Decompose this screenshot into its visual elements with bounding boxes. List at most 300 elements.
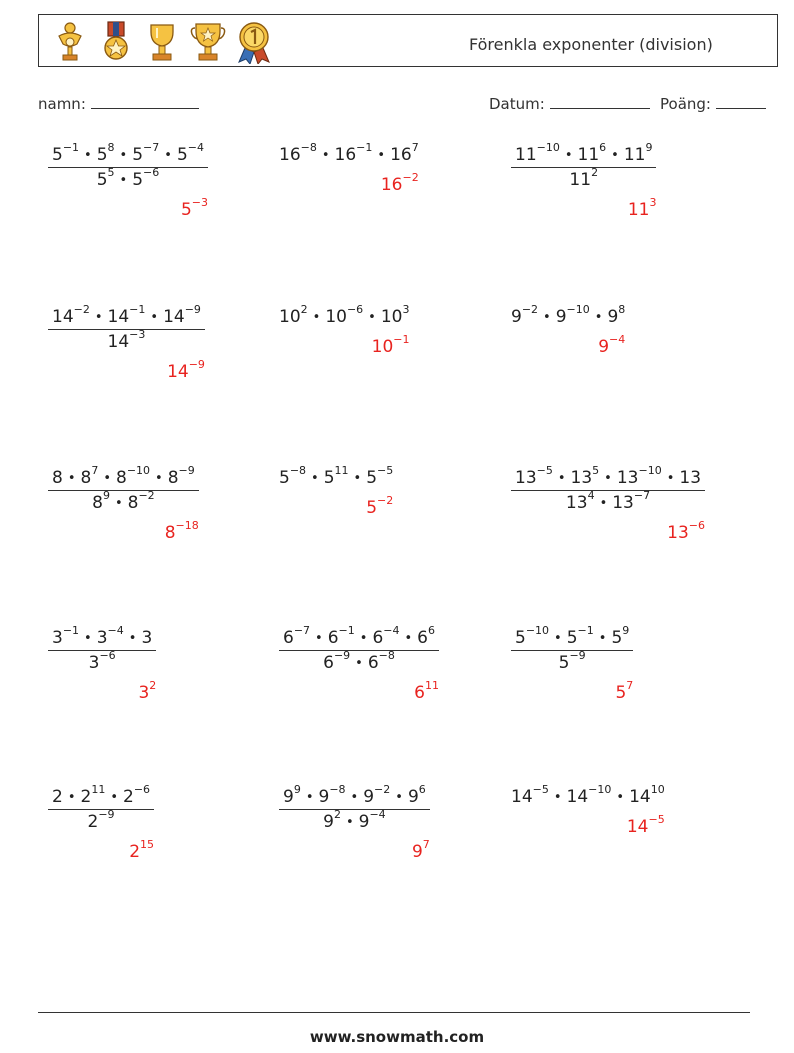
answer <box>411 838 430 862</box>
base: 8 <box>52 468 63 488</box>
answer <box>371 333 410 357</box>
power-term <box>88 649 116 673</box>
problem-item <box>279 141 419 165</box>
power-term <box>279 464 307 488</box>
power-term <box>132 166 160 190</box>
power-term <box>107 303 146 327</box>
answer-base: 16 <box>380 175 403 195</box>
multiply-dot-icon: • <box>666 471 675 486</box>
answer <box>667 519 706 543</box>
power-term <box>87 808 115 832</box>
power-term <box>323 649 351 673</box>
problem-item <box>48 783 154 832</box>
base: 5 <box>566 628 578 648</box>
base: 8 <box>116 468 127 488</box>
trophy-cup-icon <box>143 20 181 64</box>
answer-exponent: 7 <box>422 838 430 852</box>
name-field[interactable] <box>38 95 199 113</box>
base: 13 <box>612 493 634 513</box>
exponent: 4 <box>587 489 595 503</box>
header-box <box>38 14 778 67</box>
multiply-dot-icon: • <box>616 790 625 805</box>
exponent: −10 <box>566 303 590 317</box>
answer-exponent: −2 <box>377 494 394 508</box>
date-blank[interactable] <box>550 95 650 109</box>
denominator <box>279 651 439 673</box>
name-label: namn: <box>38 95 86 113</box>
answer-exponent: −18 <box>175 519 199 533</box>
power-term <box>334 141 373 165</box>
power-term <box>511 783 549 807</box>
answer-base: 14 <box>626 817 649 837</box>
multiply-dot-icon: • <box>321 148 330 163</box>
award-icons <box>51 20 273 64</box>
base: 5 <box>52 145 63 165</box>
multiply-dot-icon: • <box>553 790 562 805</box>
base: 10 <box>380 307 403 327</box>
exponent: 2 <box>333 808 341 822</box>
answer <box>164 519 199 543</box>
date-label: Datum: <box>489 95 545 113</box>
numerator <box>279 624 439 651</box>
power-term <box>558 649 586 673</box>
answer-base: 10 <box>371 337 394 357</box>
footer-rule <box>38 1012 750 1013</box>
multiply-dot-icon: • <box>604 471 612 486</box>
base: 5 <box>558 653 570 673</box>
multiply-dot-icon: • <box>543 310 551 325</box>
base: 3 <box>141 628 153 648</box>
power-term <box>52 624 80 648</box>
denominator <box>511 651 633 673</box>
base: 13 <box>679 468 702 488</box>
power-term <box>390 141 419 165</box>
footer-url[interactable]: www.snowmath.com <box>309 1028 485 1046</box>
answer-exponent: −4 <box>609 333 626 347</box>
exponent: −7 <box>633 489 651 503</box>
fraction <box>48 303 205 352</box>
multiply-dot-icon: • <box>350 790 359 805</box>
power-term <box>52 141 80 165</box>
fraction <box>511 464 705 513</box>
exponent: −7 <box>143 141 160 155</box>
numerator <box>48 783 154 810</box>
multiply-dot-icon: • <box>345 815 354 830</box>
denominator <box>48 168 208 190</box>
numerator <box>511 464 705 491</box>
power-term <box>629 783 665 807</box>
base: 14 <box>107 332 130 352</box>
expression <box>279 464 394 488</box>
power-term <box>96 141 115 165</box>
power-term <box>163 303 201 327</box>
exponent: 11 <box>91 783 106 797</box>
base: 3 <box>96 628 108 648</box>
base: 3 <box>88 653 100 673</box>
answer-exponent: −3 <box>191 196 208 210</box>
multiply-dot-icon: • <box>377 148 386 163</box>
exponent: −1 <box>356 141 373 155</box>
exponent: −9 <box>98 808 115 822</box>
denominator <box>48 651 156 673</box>
fraction <box>48 783 154 832</box>
exponent: −7 <box>293 624 311 638</box>
power-term <box>616 464 662 488</box>
power-term <box>363 783 391 807</box>
numerator <box>279 783 430 810</box>
answer-exponent: 3 <box>649 196 657 210</box>
base: 14 <box>163 307 185 327</box>
power-term <box>679 468 701 488</box>
multiply-dot-icon: • <box>395 790 403 805</box>
base: 11 <box>569 170 592 190</box>
power-term <box>555 303 590 327</box>
exponent: 9 <box>102 489 110 503</box>
base: 16 <box>334 145 357 165</box>
answer <box>627 196 657 220</box>
multiply-dot-icon: • <box>353 471 362 486</box>
exponent: −10 <box>536 141 560 155</box>
problem-item <box>48 141 208 190</box>
exponent: −10 <box>126 464 151 478</box>
denominator <box>279 810 430 832</box>
base: 6 <box>372 628 384 648</box>
base: 8 <box>80 468 92 488</box>
problem-item <box>279 783 430 832</box>
base: 5 <box>515 628 526 648</box>
base: 2 <box>52 787 63 807</box>
base: 10 <box>325 307 347 327</box>
base: 14 <box>566 787 589 807</box>
power-term <box>607 303 626 327</box>
exponent: 9 <box>293 783 301 797</box>
base: 13 <box>616 468 639 488</box>
answer-exponent: −5 <box>648 813 665 827</box>
base: 6 <box>327 628 339 648</box>
answer <box>615 679 634 703</box>
problem-item <box>48 624 156 673</box>
exponent: −9 <box>178 464 195 478</box>
base: 5 <box>323 468 335 488</box>
problem-item <box>511 783 665 807</box>
problem-item <box>279 303 410 327</box>
problem-item <box>48 303 205 352</box>
base: 9 <box>283 787 294 807</box>
exponent: −8 <box>289 464 307 478</box>
base: 2 <box>80 787 92 807</box>
power-term <box>52 787 63 807</box>
fraction <box>279 624 439 673</box>
exponent: 9 <box>622 624 630 638</box>
exponent: −4 <box>187 141 204 155</box>
base: 13 <box>515 468 537 488</box>
multiply-dot-icon: • <box>312 310 321 325</box>
exponent: 7 <box>411 141 419 155</box>
multiply-dot-icon: • <box>598 631 607 646</box>
power-term <box>407 783 426 807</box>
power-term <box>96 624 124 648</box>
exponent: 8 <box>107 141 115 155</box>
base: 14 <box>629 787 651 807</box>
answer-exponent: −1 <box>393 333 410 347</box>
power-term <box>570 464 600 488</box>
multiply-dot-icon: • <box>404 631 413 646</box>
expression <box>279 141 419 165</box>
score-label: Poäng: <box>660 95 711 113</box>
base: 5 <box>176 145 188 165</box>
multiply-dot-icon: • <box>355 656 363 671</box>
fraction <box>48 141 208 190</box>
exponent: 11 <box>334 464 349 478</box>
answer-base: 8 <box>164 523 176 543</box>
answer-exponent: −2 <box>402 171 419 185</box>
answer-exponent: 11 <box>424 679 439 693</box>
power-term <box>318 783 346 807</box>
exponent: −8 <box>378 649 395 663</box>
score-blank[interactable] <box>716 95 766 109</box>
exponent: −4 <box>383 624 400 638</box>
trophy-angel-icon <box>51 20 89 64</box>
multiply-dot-icon: • <box>103 471 111 486</box>
power-term <box>566 783 612 807</box>
multiply-dot-icon: • <box>114 496 123 511</box>
exponent: −5 <box>377 464 394 478</box>
exponent: −6 <box>99 649 116 663</box>
base: 9 <box>318 787 330 807</box>
expression <box>279 303 410 327</box>
answer-base: 14 <box>167 362 189 382</box>
answer <box>380 171 419 195</box>
exponent: −5 <box>536 464 553 478</box>
exponent: −2 <box>374 783 391 797</box>
multiply-dot-icon: • <box>305 790 314 805</box>
exponent: −5 <box>532 783 549 797</box>
base: 8 <box>167 468 179 488</box>
expression <box>511 303 626 327</box>
power-term <box>623 141 653 165</box>
power-term <box>325 303 364 327</box>
base: 5 <box>611 628 623 648</box>
power-term <box>611 624 630 648</box>
exponent: −6 <box>143 166 160 180</box>
denominator <box>511 168 656 190</box>
exponent: 2 <box>591 166 599 180</box>
multiply-dot-icon: • <box>150 310 159 325</box>
answer-exponent: −9 <box>188 358 205 372</box>
power-term <box>96 166 115 190</box>
base: 3 <box>52 628 63 648</box>
multiply-dot-icon: • <box>119 173 128 188</box>
name-blank[interactable] <box>91 95 199 109</box>
exponent: −10 <box>588 783 612 797</box>
problem-item <box>511 464 705 513</box>
numerator <box>48 141 208 168</box>
problem-item <box>511 303 626 327</box>
power-term <box>283 783 301 807</box>
exponent: −10 <box>638 464 662 478</box>
denominator <box>511 491 705 513</box>
power-term <box>107 328 146 352</box>
base: 6 <box>283 628 294 648</box>
power-term <box>566 624 594 648</box>
base: 9 <box>358 812 370 832</box>
power-term <box>417 624 435 648</box>
exponent: 6 <box>418 783 426 797</box>
score-field[interactable] <box>660 95 766 113</box>
base: 16 <box>279 145 301 165</box>
base: 14 <box>52 307 74 327</box>
exponent: 6 <box>427 624 435 638</box>
base: 5 <box>96 170 108 190</box>
answer <box>180 196 208 220</box>
power-term <box>279 141 317 165</box>
answer <box>167 358 205 382</box>
answer-exponent: −6 <box>688 519 706 533</box>
date-field[interactable] <box>489 95 650 113</box>
numerator <box>48 624 156 651</box>
power-term <box>80 464 99 488</box>
fraction <box>279 783 430 832</box>
answer <box>626 813 665 837</box>
exponent: −9 <box>569 649 586 663</box>
power-term <box>127 489 155 513</box>
answer-base: 6 <box>414 683 425 703</box>
answer <box>598 333 626 357</box>
power-term <box>279 303 308 327</box>
problem-item <box>279 624 439 673</box>
power-term <box>283 624 311 648</box>
power-term <box>515 624 550 648</box>
base: 11 <box>623 145 646 165</box>
answer-base: 5 <box>180 200 192 220</box>
power-term <box>372 624 400 648</box>
multiply-dot-icon: • <box>119 148 128 163</box>
numerator <box>511 141 656 168</box>
denominator <box>48 491 199 513</box>
exponent: −4 <box>369 808 386 822</box>
medal-first-place-icon <box>235 20 273 64</box>
base: 5 <box>132 170 144 190</box>
multiply-dot-icon: • <box>164 148 172 163</box>
base: 16 <box>390 145 412 165</box>
power-term <box>380 303 410 327</box>
problem-item <box>48 464 199 513</box>
multiply-dot-icon: • <box>84 631 92 646</box>
base: 14 <box>511 787 533 807</box>
base: 2 <box>123 787 134 807</box>
power-term <box>612 489 651 513</box>
exponent: −2 <box>73 303 90 317</box>
exponent: −2 <box>138 489 155 503</box>
problem-item <box>511 141 656 190</box>
answer-base: 3 <box>138 683 150 703</box>
multiply-dot-icon: • <box>557 471 566 486</box>
base: 9 <box>323 812 334 832</box>
power-term <box>327 624 355 648</box>
power-term <box>323 808 341 832</box>
fraction <box>511 624 633 673</box>
answer-base: 2 <box>129 842 141 862</box>
answer-base: 5 <box>366 498 378 518</box>
multiply-dot-icon: • <box>311 471 319 486</box>
base: 9 <box>607 307 619 327</box>
power-term <box>132 141 160 165</box>
base: 13 <box>570 468 593 488</box>
exponent: −3 <box>129 328 146 342</box>
answer-exponent: 2 <box>149 679 157 693</box>
exponent: −1 <box>338 624 355 638</box>
multiply-dot-icon: • <box>564 148 573 163</box>
power-term <box>92 489 110 513</box>
power-term <box>123 783 151 807</box>
exponent: −4 <box>107 624 124 638</box>
base: 6 <box>367 653 379 673</box>
power-term <box>577 141 607 165</box>
problem-item <box>279 464 394 488</box>
power-term <box>515 464 553 488</box>
base: 9 <box>511 307 522 327</box>
multiply-dot-icon: • <box>368 310 376 325</box>
power-term <box>515 141 560 165</box>
exponent: 8 <box>618 303 626 317</box>
multiply-dot-icon: • <box>315 631 323 646</box>
multiply-dot-icon: • <box>554 631 562 646</box>
exponent: 5 <box>107 166 115 180</box>
exponent: −1 <box>62 141 80 155</box>
exponent: −8 <box>329 783 346 797</box>
sheet-title: Förenkla exponenter (division) <box>469 35 713 54</box>
fraction <box>511 141 656 190</box>
answer-base: 11 <box>627 200 650 220</box>
base: 9 <box>363 787 375 807</box>
answer <box>366 494 394 518</box>
multiply-dot-icon: • <box>94 310 103 325</box>
answer-exponent: 15 <box>140 838 155 852</box>
denominator <box>48 330 205 352</box>
multiply-dot-icon: • <box>67 790 76 805</box>
exponent: −6 <box>133 783 151 797</box>
exponent: 2 <box>300 303 308 317</box>
exponent: −10 <box>525 624 550 638</box>
exponent: 5 <box>592 464 600 478</box>
base: 9 <box>555 307 567 327</box>
power-term <box>167 464 195 488</box>
exponent: −6 <box>346 303 364 317</box>
exponent: −9 <box>184 303 201 317</box>
multiply-dot-icon: • <box>611 148 619 163</box>
power-term <box>116 464 151 488</box>
numerator <box>48 303 205 330</box>
exponent: −1 <box>62 624 80 638</box>
exponent: −1 <box>577 624 594 638</box>
answer-base: 9 <box>411 842 423 862</box>
exponent: 10 <box>650 783 665 797</box>
exponent: −1 <box>129 303 146 317</box>
base: 5 <box>366 468 378 488</box>
power-term <box>52 468 63 488</box>
fraction <box>48 464 199 513</box>
power-term <box>366 464 394 488</box>
multiply-dot-icon: • <box>359 631 368 646</box>
multiply-dot-icon: • <box>67 471 76 486</box>
base: 11 <box>515 145 537 165</box>
expression <box>511 783 665 807</box>
exponent: 3 <box>402 303 410 317</box>
power-term <box>358 808 386 832</box>
exponent: 6 <box>599 141 607 155</box>
base: 9 <box>407 787 419 807</box>
power-term <box>511 303 539 327</box>
